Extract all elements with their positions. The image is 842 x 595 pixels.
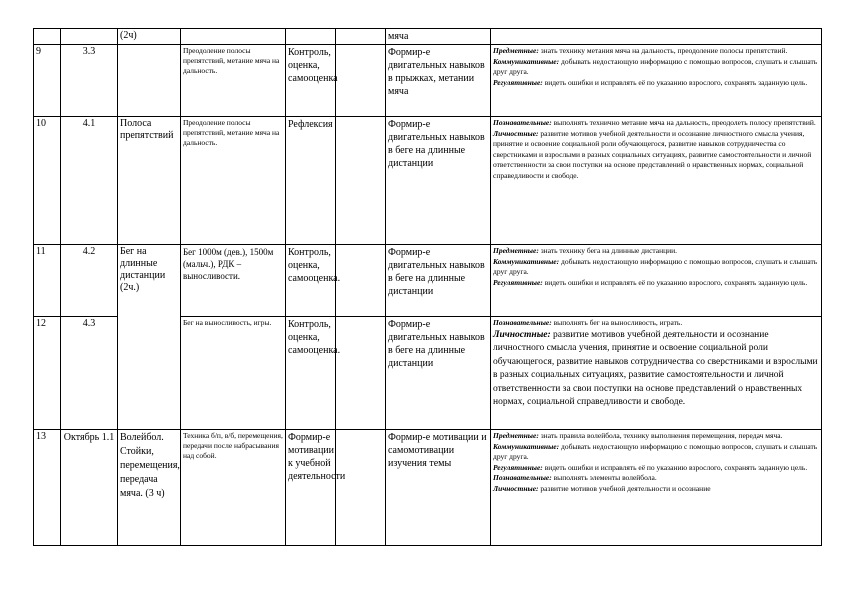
activity-cell: Формир-е мотивации и самомотивации изучения темы (386, 430, 491, 546)
result-text: добывать недостающую информацию с помощью вопросов, слушать и слышать друг друга. (493, 56, 818, 76)
topic-cell: Волейбол. Стойки, перемещения, передача мяча. (3 ч) (118, 430, 181, 546)
result-label: Регулятивные: (493, 462, 543, 472)
result-label: Коммуникативные: (493, 56, 560, 66)
form-cell: Формир-е мотивации к учебной деятельности (286, 430, 336, 546)
lesson-number-cell (34, 29, 61, 45)
lesson-code-cell: 3.3 (61, 45, 118, 117)
form-cell (286, 29, 336, 45)
topic-cell: Полоса препятствий (118, 117, 181, 245)
result-text: выполнять бег на выносливость, играть. (553, 318, 683, 327)
results-cell (491, 317, 822, 430)
empty-cell (336, 45, 386, 117)
form-cell: Рефлексия (286, 117, 336, 245)
result-label: Познавательные: (493, 118, 552, 127)
empty-cell (336, 430, 386, 546)
table-row (34, 117, 822, 245)
empty-cell (336, 245, 386, 317)
lesson-code-cell: 4.2 (61, 245, 118, 317)
form-cell: Контроль, оценка, самооценка. (286, 317, 336, 430)
lesson-number-cell: 12 (34, 317, 61, 430)
result-line (493, 484, 819, 495)
results-cell (491, 245, 822, 317)
result-text: видеть ошибки и исправлять её по указанию взрослого, сохранять заданную цель. (544, 462, 808, 472)
result-line (493, 118, 819, 129)
result-label: Коммуникативные: (493, 441, 560, 451)
lesson-number-cell: 10 (34, 117, 61, 245)
content-cell: Преодоление полосы препятствий, метание мяча на дальность. (181, 117, 286, 245)
result-text: видеть ошибки и исправлять её по указанию взрослого, сохранять заданную цель. (544, 77, 808, 87)
lesson-number-cell: 9 (34, 45, 61, 117)
topic-cell (118, 45, 181, 117)
result-line (493, 257, 819, 278)
empty-cell (336, 29, 386, 45)
result-text: добывать недостающую информацию с помощью вопросов, слушать и слышать друг друга. (493, 256, 818, 276)
result-label: Регулятивные: (493, 77, 543, 87)
result-text: знать технику метания мяча на дальность, преодоление полосы препятствий. (540, 46, 788, 55)
topic-cell: (2ч) (118, 29, 181, 45)
result-line (493, 46, 819, 57)
table-row (34, 45, 822, 117)
result-text: видеть ошибки и исправлять её по указанию взрослого, сохранять заданную цель. (544, 277, 808, 287)
result-text: выполнять технично метание мяча на дальность, преодолеть полосу препятствий. (553, 118, 816, 127)
result-line (493, 473, 819, 484)
table-row (34, 430, 822, 546)
result-label: Предметные: (493, 46, 539, 55)
result-line (493, 431, 819, 442)
lesson-number-cell: 11 (34, 245, 61, 317)
results-cell (491, 45, 822, 117)
result-label: Познавательные: (493, 318, 552, 327)
result-text: знать технику бега на длинные дистанции. (540, 246, 678, 255)
topic-cell: Бег на длинные дистанции (2ч.) (118, 245, 181, 430)
result-label: Коммуникативные: (493, 256, 560, 266)
lesson-code-cell: 4.1 (61, 117, 118, 245)
content-cell: Преодоление полосы препятствий, метание мяча на дальность. (181, 45, 286, 117)
form-cell: Контроль, оценка, самооценка. (286, 245, 336, 317)
activity-cell: Формир-е двигательных навыков в беге на длинные дистанции (386, 317, 491, 430)
result-line (493, 278, 819, 289)
lesson-code-cell: Октябрь 1.1 (61, 430, 118, 546)
result-text: развитие мотивов учебной деятельности и осознание (540, 483, 711, 493)
activity-cell: мяча (386, 29, 491, 45)
lesson-number-cell: 13 (34, 430, 61, 546)
content-cell (181, 29, 286, 45)
result-text: развитие мотивов учебной деятельности и осознание личностного смысла учения, принятие и освоение социальной роли обучающегося, развитие навыков сотрудничества со сверстниками и взрослыми в разных социальных ситуациях, развитие самостоятельности и личной ответственности за свои поступки на основе представлений о нравственных нормах, социальной справедливости и свободе. (493, 329, 818, 407)
result-label: Личностные: (493, 128, 539, 138)
lesson-code-cell (61, 29, 118, 45)
content-cell: Техника б/п, в/б, перемещения, передачи после набрасывания над собой. (181, 430, 286, 546)
results-cell (491, 29, 822, 45)
result-line (493, 318, 819, 329)
result-label: Предметные: (493, 431, 539, 440)
result-text: знать правила волейбола, технику выполнения перемещения, передач мяча. (540, 431, 783, 440)
empty-cell (336, 117, 386, 245)
result-text: выполнять элементы волейбола. (553, 473, 657, 482)
activity-cell: Формир-е двигательных навыков в прыжках, метании мяча (386, 45, 491, 117)
result-text: развитие мотивов учебной деятельности и осознание личностного смысла учения, принятие и освоение социальной роли обучающегося, развитие навыков сотрудничества со сверстниками и взрослыми в разных социальных ситуациях, развитие самостоятельности и личной ответственности за свои поступки на основе представлений о нравственных нормах, социальной справедливости и свободе. (493, 128, 812, 180)
result-label: Предметные: (493, 246, 539, 255)
activity-cell: Формир-е двигательных навыков в беге на длинные дистанции (386, 245, 491, 317)
content-cell: Бег на выносливость, игры. (181, 317, 286, 430)
results-cell (491, 117, 822, 245)
result-text: добывать недостающую информацию с помощью вопросов, слушать и слышать друг друга. (493, 441, 818, 461)
result-line (493, 463, 819, 474)
result-line (493, 246, 819, 257)
table-row (34, 245, 822, 317)
result-label: Личностные: (493, 483, 539, 493)
result-line (493, 329, 819, 410)
result-line (493, 442, 819, 463)
lesson-plan-table (33, 28, 822, 546)
form-cell: Контроль, оценка, самооценка (286, 45, 336, 117)
table-row (34, 29, 822, 45)
result-line (493, 129, 819, 182)
result-label: Познавательные: (493, 473, 552, 482)
activity-cell: Формир-е двигательных навыков в беге на длинные дистанции (386, 117, 491, 245)
result-label: Личностные: (493, 329, 551, 340)
lesson-code-cell: 4.3 (61, 317, 118, 430)
result-label: Регулятивные: (493, 277, 543, 287)
result-line (493, 78, 819, 89)
result-line (493, 57, 819, 78)
content-cell: Бег 1000м (дев.), 1500м (мальч.), РДК – выносливости. (181, 245, 286, 317)
results-cell (491, 430, 822, 546)
empty-cell (336, 317, 386, 430)
